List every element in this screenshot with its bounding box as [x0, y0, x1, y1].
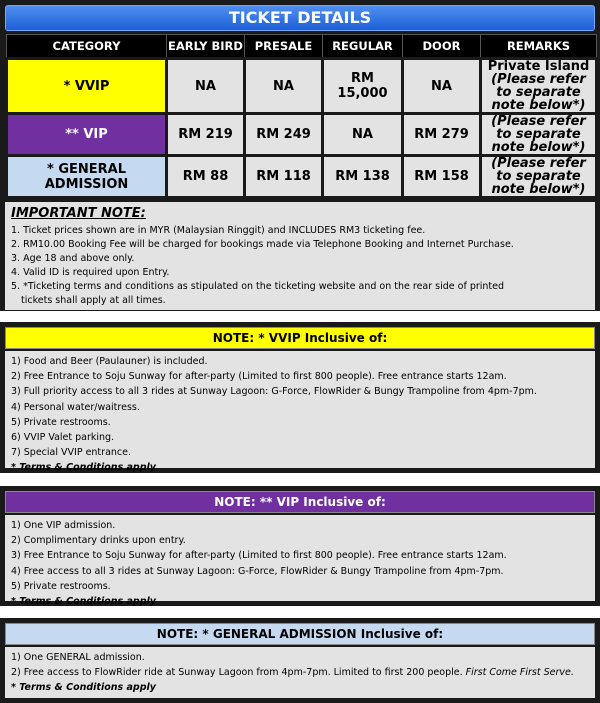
- price-cell: NA: [167, 59, 245, 114]
- table-header-row: [7, 35, 597, 59]
- list-item: 1) Food and Beer (Paulauner) is included.: [11, 356, 208, 367]
- remark-cell: [481, 114, 597, 156]
- column-header-remarks: REMARKS: [481, 35, 597, 59]
- list-item: 1) One GENERAL admission.: [11, 652, 145, 663]
- list-item: 2) Free Entrance to Soju Sunway for after-party (Limited to first 800 people). Free entrance starts 12am.: [11, 371, 507, 383]
- vip-note-body: [5, 515, 595, 608]
- list-item: 5. *Ticketing terms and conditions as stipulated on the ticketing website and on the rear side of printed: [11, 281, 505, 292]
- list-item: 3. Age 18 and above only.: [11, 253, 135, 264]
- list-item: 4. Valid ID is required upon Entry.: [11, 267, 170, 278]
- list-item: 2) Complimentary drinks upon entry.: [11, 535, 186, 547]
- list-item: 7) Special VVIP entrance.: [11, 447, 131, 459]
- price-cell: RM 219: [167, 114, 245, 156]
- category-cell-general-admission: * GENERAL ADMISSION: [7, 156, 167, 198]
- general-admission-note-panel: [0, 618, 600, 703]
- ticket-details-title: TICKET DETAILS: [5, 5, 595, 31]
- general-admission-note-body: [5, 647, 595, 698]
- list-item: 4) Free access to all 3 rides at Sunway Lagoon: G-Force, FlowRider & Bungy Trampoline from 4pm-7pm.: [11, 565, 504, 577]
- vvip-note-body: [5, 351, 595, 474]
- price-cell: RM 158: [403, 156, 481, 198]
- list-item: 3) Free Entrance to Soju Sunway for after-party (Limited to first 800 people). Free entrance starts 12am.: [11, 550, 507, 562]
- column-header-presale: PRESALE: [245, 35, 323, 59]
- ticket-price-table: [5, 34, 598, 199]
- price-cell: NA: [403, 59, 481, 114]
- price-cell: RM 88: [167, 156, 245, 198]
- vip-note-panel: [0, 486, 600, 606]
- terms-conditions-note: * Terms & Conditions apply: [11, 596, 156, 608]
- vvip-note-title: NOTE: * VVIP Inclusive of:: [5, 327, 595, 349]
- category-cell-vip: ** VIP: [7, 114, 167, 156]
- remark-cell: [481, 156, 597, 198]
- terms-conditions-note: * Terms & Conditions apply: [11, 682, 156, 694]
- important-note-title: IMPORTANT NOTE:: [11, 206, 146, 221]
- list-item: [11, 665, 589, 680]
- column-header-category: CATEGORY: [7, 35, 167, 59]
- remark-cell: [481, 59, 597, 114]
- table-row: [7, 156, 597, 198]
- remark-text: (Please refer to separate note below*): [491, 156, 586, 197]
- vip-inclusions-list: [11, 518, 589, 594]
- price-cell: NA: [323, 114, 403, 156]
- column-header-early-bird: EARLY BIRD: [167, 35, 245, 59]
- price-cell: RM 15,000: [323, 59, 403, 114]
- price-cell: RM 138: [323, 156, 403, 198]
- price-cell: RM 279: [403, 114, 481, 156]
- terms-conditions-note: * Terms & Conditions apply: [11, 462, 156, 474]
- list-item: 5) Private restrooms.: [11, 580, 111, 592]
- ticket-details-panel: [0, 0, 600, 311]
- list-item: 1) One VIP admission.: [11, 520, 116, 531]
- column-header-door: DOOR: [403, 35, 481, 59]
- general-admission-note-title: NOTE: * GENERAL ADMISSION Inclusive of:: [5, 623, 595, 645]
- list-item: 4) Personal water/waitress.: [11, 401, 140, 413]
- remark-heading: Private Island: [487, 59, 590, 74]
- list-item: 2. RM10.00 Booking Fee will be charged for bookings made via Telephone Booking and Internet Purchase.: [11, 239, 514, 250]
- list-item: 6) VVIP Valet parking.: [11, 432, 115, 444]
- important-note-list: [11, 224, 589, 308]
- remark-text: (Please refer to separate note below*): [491, 72, 586, 113]
- vip-note-title: NOTE: ** VIP Inclusive of:: [5, 491, 595, 513]
- list-item: 3) Full priority access to all 3 rides at Sunway Lagoon: G-Force, FlowRider & Bungy Trampoline from 4pm-7pm.: [11, 386, 537, 398]
- remark-text: (Please refer to separate note below*): [491, 114, 586, 155]
- column-header-regular: REGULAR: [323, 35, 403, 59]
- list-item-text: 2) Free access to FlowRider ride at Sunway Lagoon from 4pm-7pm. Limited to first 200 people.: [11, 667, 463, 679]
- price-cell: RM 118: [245, 156, 323, 198]
- list-item: 1. Ticket prices shown are in MYR (Malaysian Ringgit) and INCLUDES RM3 ticketing fee.: [11, 225, 426, 236]
- general-admission-inclusions-list: [11, 650, 589, 680]
- vvip-note-panel: [0, 322, 600, 473]
- important-note-box: [5, 202, 595, 310]
- price-cell: RM 249: [245, 114, 323, 156]
- price-cell: NA: [245, 59, 323, 114]
- table-row: [7, 59, 597, 114]
- first-come-first-serve-note: First Come First Serve.: [465, 667, 574, 679]
- table-row: [7, 114, 597, 156]
- list-item: 5) Private restrooms.: [11, 416, 111, 428]
- list-item: tickets shall apply at all times.: [21, 295, 166, 306]
- vvip-inclusions-list: [11, 354, 589, 460]
- category-cell-vvip: * VVIP: [7, 59, 167, 114]
